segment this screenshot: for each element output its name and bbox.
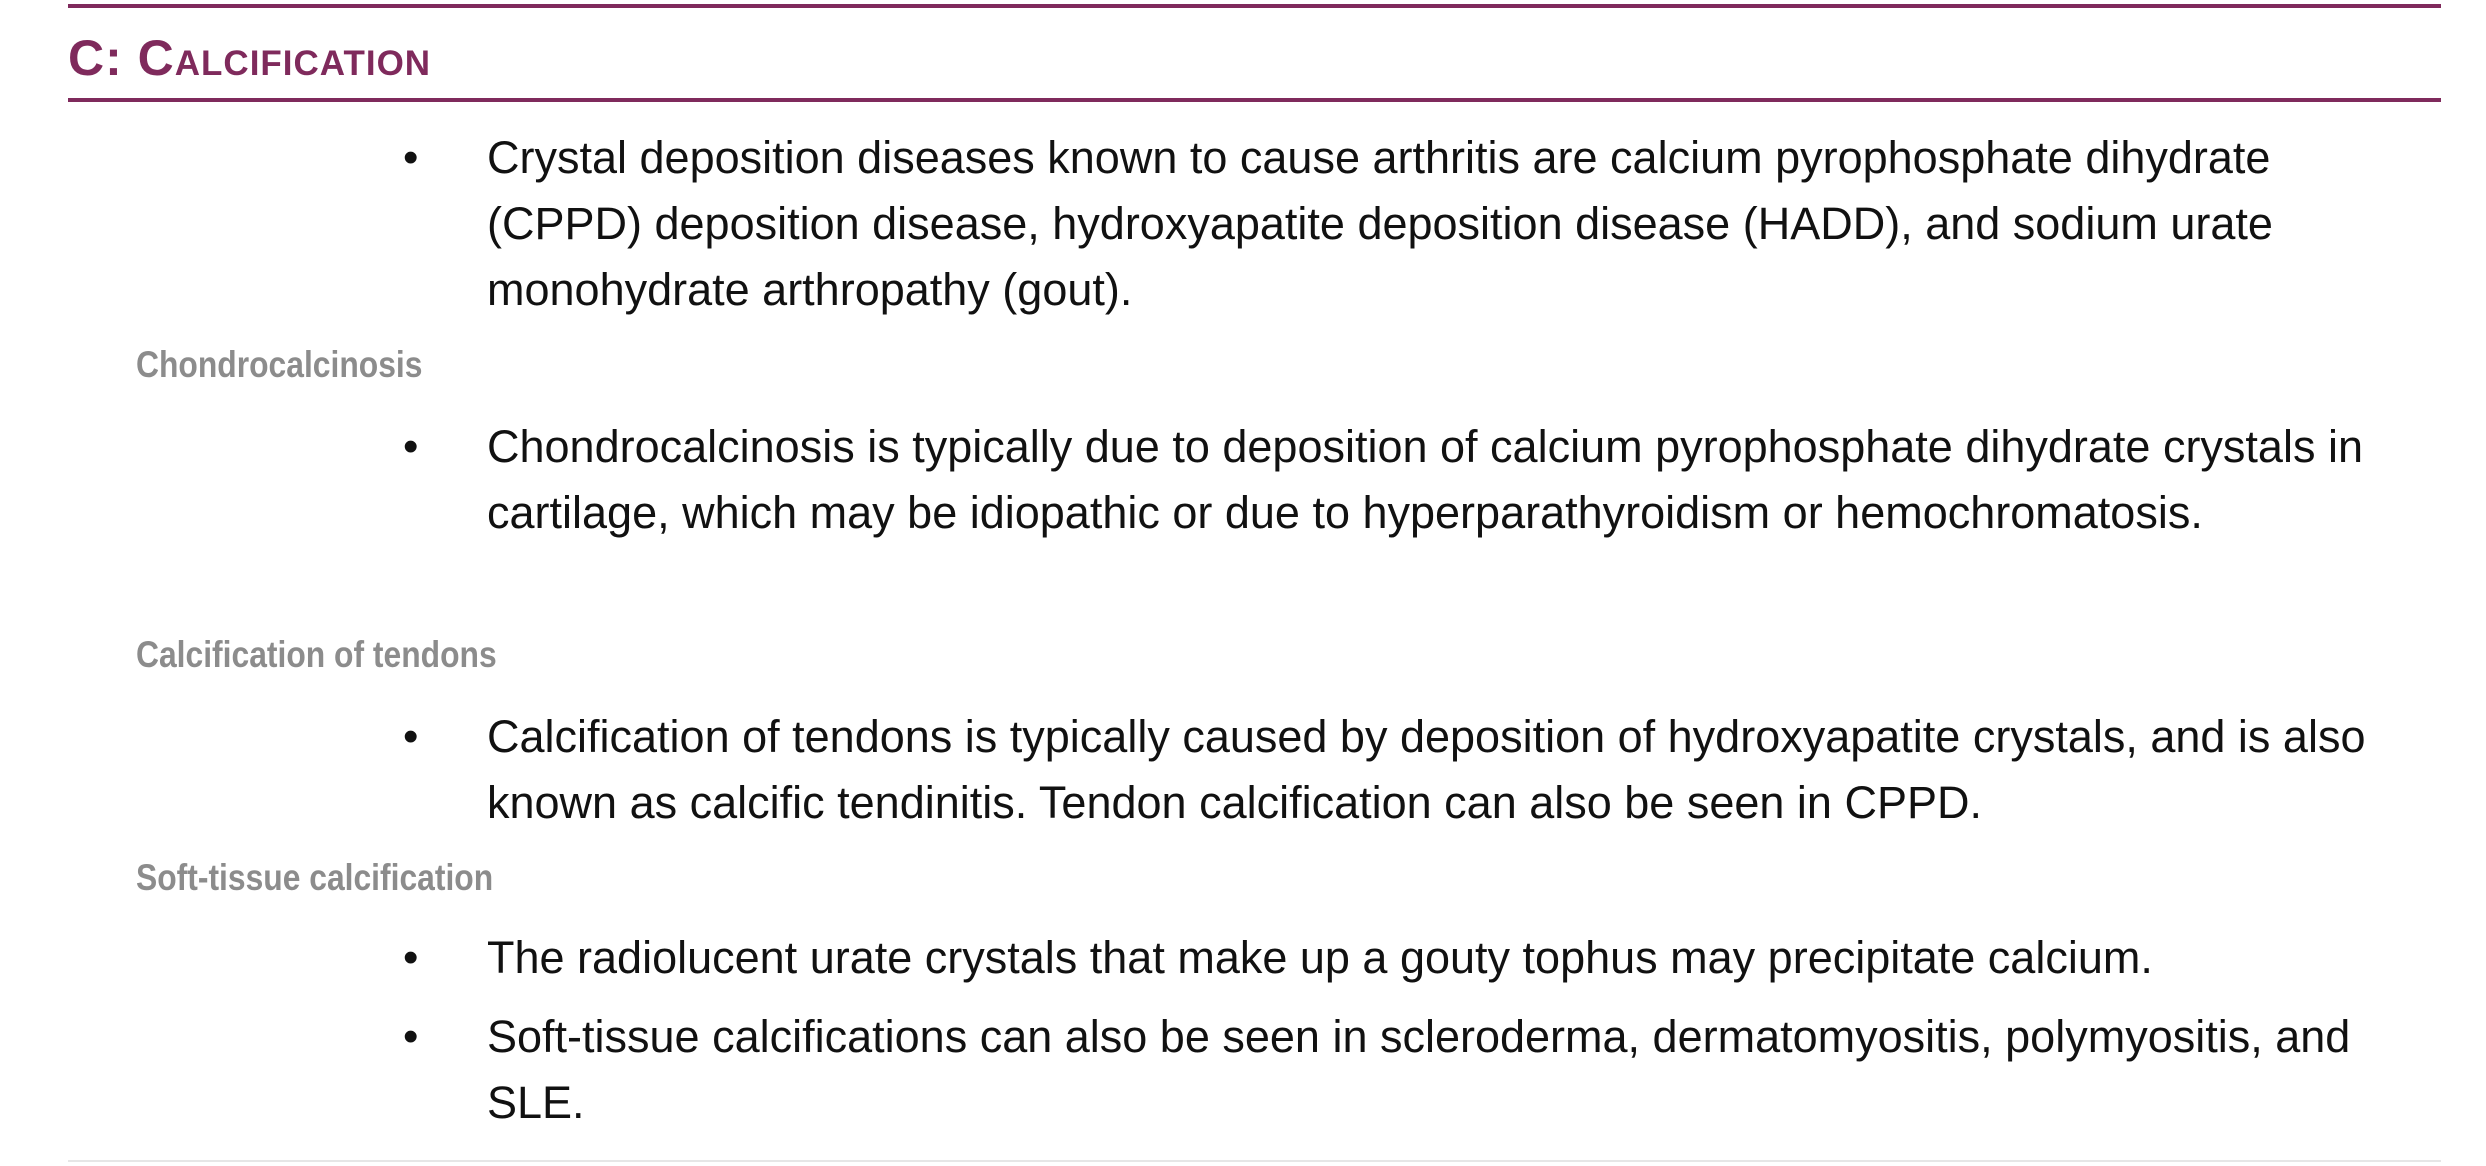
list-item — [0, 1004, 2486, 1136]
top-divider — [68, 4, 2441, 8]
subheading-calcification-of-tendons: Calcification of tendons — [136, 634, 497, 675]
list-item-text: Crystal deposition diseases known to cause arthritis are calcium pyrophosphate dihydrate (CPPD) deposition disease, hydroxyapatite deposition disease (HADD), and sodium urate monohydrate arthropathy (gout). — [487, 132, 2273, 315]
list-item — [0, 125, 2486, 323]
list-item-text: Calcification of tendons is typically caused by deposition of hydroxyapatite crystals, and is also known as calcific tendinitis. Tendon calcification can also be seen in CPPD. — [487, 711, 2366, 828]
list-item-text: Soft-tissue calcifications can also be seen in scleroderma, dermatomyositis, polymyositis, and SLE. — [487, 1011, 2351, 1128]
bottom-divider — [68, 1160, 2441, 1162]
title-divider — [68, 98, 2441, 102]
subheading-soft-tissue-calcification: Soft-tissue calcification — [136, 857, 494, 898]
list-item — [0, 925, 2486, 991]
list-item — [0, 704, 2486, 836]
list-item — [0, 414, 2486, 546]
chondrocalcinosis-bullet-list — [0, 414, 2486, 546]
intro-bullet-list — [0, 125, 2486, 323]
soft-tissue-bullet-list — [0, 925, 2486, 1136]
bullet-icon: • — [403, 712, 419, 761]
bullet-icon: • — [403, 133, 419, 182]
tendons-bullet-list — [0, 704, 2486, 836]
subheading-chondrocalcinosis: Chondrocalcinosis — [136, 344, 423, 385]
section-title: C: Calcification — [68, 30, 432, 86]
bullet-icon: • — [403, 933, 419, 982]
bullet-icon: • — [403, 422, 419, 471]
list-item-text: The radiolucent urate crystals that make up a gouty tophus may precipitate calcium. — [487, 932, 2153, 983]
list-item-text: Chondrocalcinosis is typically due to deposition of calcium pyrophosphate dihydrate crystals in cartilage, which may be idiopathic or due to hyperparathyroidism or hemochromatosis. — [487, 421, 2363, 538]
bullet-icon: • — [403, 1012, 419, 1061]
